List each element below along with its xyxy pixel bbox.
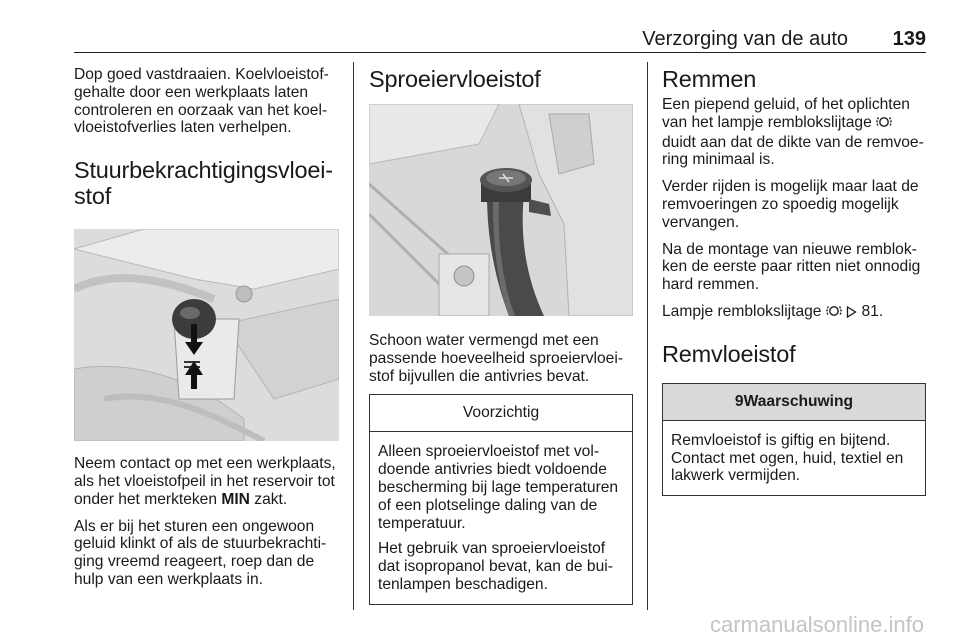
power-steering-paragraph-1: Neem contact op met een werkplaats, als het vloeistofpeil in het reservoir tot onder het merkteken MIN zakt. [74, 455, 336, 508]
warning-icon: 9 [734, 392, 744, 410]
brake-pad-wear-icon [826, 304, 842, 323]
section-heading-power-steering: Stuurbekrachtigingsvloeistof [74, 157, 334, 210]
section-title: Verzorging van de auto [642, 28, 848, 50]
caution-paragraph-2: Het gebruik van sproeiervloeistof dat isopropanol bevat, kan de buitenlampen beschadigen. [378, 540, 613, 593]
power-steering-reservoir-image [74, 229, 339, 441]
watermark: carmanualsonline.info [709, 612, 924, 637]
page-number: 139 [892, 28, 926, 50]
column-right [662, 66, 926, 496]
min-marking: MIN [221, 490, 250, 508]
washer-fluid-paragraph: Schoon water vermengd met een passende hoeveelheid sproeiervloeistof bijvullen die antivries bevat. [369, 332, 624, 385]
warning-title: 9Waarschuwing [663, 384, 925, 421]
section-heading-brake-fluid: Remvloeistof [662, 340, 796, 367]
brakes-paragraph-3: Na de montage van nieuwe remblokken de eerste paar ritten niet onnodig hard remmen. [662, 240, 921, 294]
brakes-paragraph-1: Een piepend geluid, of het oplichten van het lampje remblokslijtage duidt aan dat de dikte van de remvoering minimaal is. [662, 96, 924, 169]
washer-fluid-reservoir-image [369, 104, 633, 316]
page-reference[interactable]: 81. [861, 302, 884, 320]
brake-pad-wear-icon [876, 115, 892, 134]
section-heading-brakes: Remmen [662, 66, 757, 92]
warning-paragraph: Remvloeistof is giftig en bijtend. Contact met ogen, huid, textiel en lakwerk vermijden. [671, 431, 904, 485]
column-divider [353, 62, 354, 610]
warning-box [662, 383, 926, 496]
caution-paragraph-1: Alleen sproeiervloeistof met voldoende antivries biedt voldoende bescherming bij lage temperaturen of een plotselinge daling van de temperatuur. [378, 443, 619, 532]
page-reference-arrow-icon[interactable] [846, 305, 857, 323]
section-heading-washer-fluid: Sproeiervloeistof [369, 66, 541, 92]
caution-box [369, 394, 633, 604]
column-divider [647, 62, 648, 610]
caution-body [370, 432, 632, 603]
intro-paragraph: Dop goed vastdraaien. Koelvloeistofgehalte door een werkplaats laten controleren en oorzaak van het koelvloeistofverlies laten verhelpen. [74, 66, 329, 137]
column-left [74, 66, 342, 598]
brakes-paragraph-4: Lampje remblokslijtage 81. [662, 303, 926, 323]
page-header [74, 26, 926, 53]
brakes-paragraph-2: Verder rijden is mogelijk maar laat de remvoeringen zo spoedig mogelijk vervangen. [662, 178, 919, 231]
power-steering-paragraph-2: Als er bij het sturen een ongewoon geluid klinkt of als de stuurbekrachtiging vreemd reageert, roep dan de hulp van een werkplaats in. [74, 517, 327, 588]
column-middle [369, 66, 633, 605]
caution-title: Voorzichtig [370, 395, 632, 432]
warning-body [663, 421, 925, 495]
